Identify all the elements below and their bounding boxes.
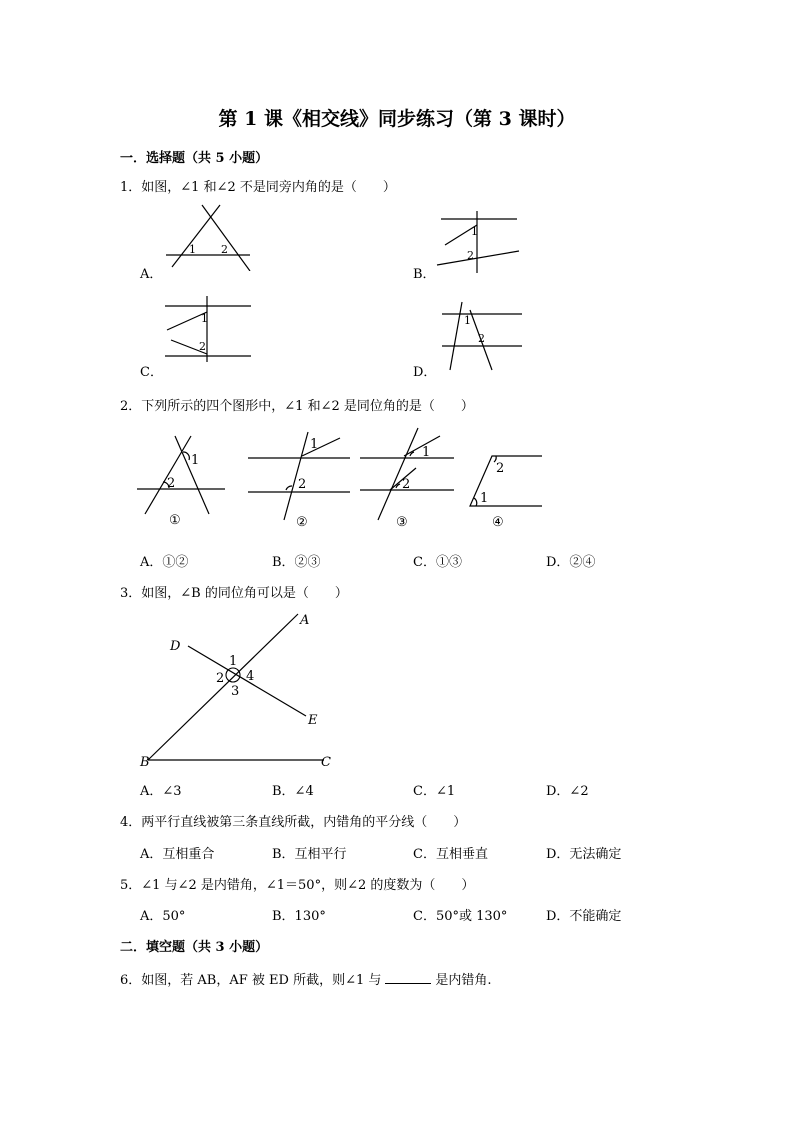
q1d-label-1: 1 [464,314,471,327]
q1-diagram-c [163,296,253,362]
question-3-stem: 3．如图，∠B 的同位角可以是（ ） [120,586,348,601]
q2f3-label-1: 1 [422,445,431,460]
q6-answer-blank[interactable] [385,971,431,984]
q1a-label-2: 2 [221,243,228,256]
q3-angle-3: 3 [231,684,240,699]
q3-point-d: D [170,639,181,654]
question-2-stem: 2．下列所示的四个图形中，∠1 和∠2 是同位角的是（ ） [120,399,474,414]
q2f2-label-2: 2 [298,477,307,492]
q3-point-b: B [140,755,150,768]
q2-figure-3 [358,426,458,530]
q1c-label-1: 1 [201,312,208,325]
q3-point-a: A [300,613,310,628]
q1-diagram-a [162,203,254,271]
q5-option-b: B．130° [272,909,326,924]
q3-angle-2: 2 [216,671,225,686]
q2-option-a: A．①② [140,555,189,570]
q1b-label-1: 1 [471,225,478,238]
q5-option-c: C．50°或 130° [413,909,508,924]
q2-figure-4 [466,452,546,530]
q2f4-label-1: 1 [480,491,489,506]
q2f3-label-2: 2 [402,477,411,492]
q2f4-label-2: 2 [496,461,505,476]
q2-figure-label-3: ③ [396,515,408,530]
q5-option-a: A．50° [140,909,186,924]
q2f1-label-1: 1 [191,453,200,468]
q1-option-b: B． [413,267,436,282]
question-5-stem: 5．∠1 与∠2 是内错角，∠1＝50°，则∠2 的度数为（ ） [120,878,475,893]
q3-option-c: C．∠1 [413,784,456,799]
q2-figure-1 [135,430,227,530]
q6-stem-before: 6．如图，若 AB，AF 被 ED 所截，则∠1 与 [120,973,382,988]
q1-diagram-b [435,211,525,275]
q2-figure-label-1: ① [169,513,181,528]
q2-option-d: D．②④ [546,555,596,570]
q3-option-a: A．∠3 [140,784,182,799]
q2-figure-label-2: ② [296,515,308,530]
q1c-label-2: 2 [199,340,206,353]
q3-point-c: C [321,755,331,768]
q2-figure-label-4: ④ [492,515,504,530]
question-1-stem: 1．如图，∠1 和∠2 不是同旁内角的是（ ） [120,180,396,195]
q4-option-a: A．互相重合 [140,847,215,862]
q2f1-label-2: 2 [167,476,176,491]
q4-option-b: B．互相平行 [272,847,347,862]
q1d-label-2: 2 [478,332,485,345]
q6-stem-after: 是内错角. [435,973,492,988]
q1-option-d: D． [413,365,437,380]
q2-figure-2 [246,430,354,530]
q1-diagram-d [440,300,525,372]
q3-option-d: D．∠2 [546,784,589,799]
q1b-label-2: 2 [467,249,474,262]
q1-option-a: A． [140,267,163,282]
q3-diagram [138,608,338,768]
q1a-label-1: 1 [189,243,196,256]
q2-option-b: B．②③ [272,555,321,570]
section-heading-fill-in: 二．填空题（共 3 小题） [120,940,269,955]
q3-angle-4: 4 [246,669,255,684]
question-4-stem: 4．两平行直线被第三条直线所截，内错角的平分线（ ） [120,815,467,830]
question-6-stem [120,969,492,988]
q4-option-d: D．无法确定 [546,847,622,862]
q3-angle-1: 1 [229,654,238,669]
q1-option-c: C． [140,365,163,380]
q2f2-label-1: 1 [310,437,319,452]
q3-point-e: E [308,713,318,728]
q4-option-c: C．互相垂直 [413,847,488,862]
section-heading-choice: 一．选择题（共 5 小题） [120,151,269,166]
page-title: 第 1 课《相交线》同步练习（第 3 课时） [218,108,576,130]
q5-option-d: D．不能确定 [546,909,622,924]
q3-option-b: B．∠4 [272,784,314,799]
q2-option-c: C．①③ [413,555,462,570]
